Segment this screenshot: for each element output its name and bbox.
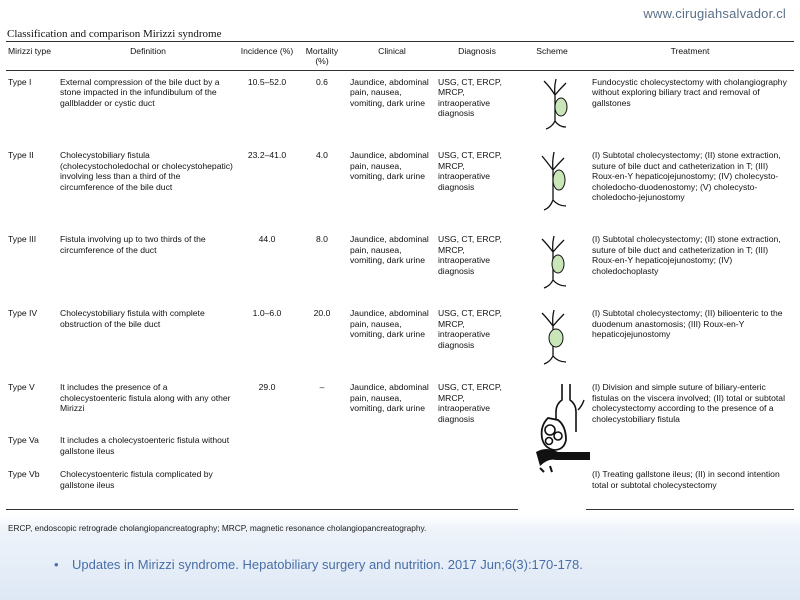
- header-definition: Definition: [58, 42, 238, 71]
- cell-type: Type Va: [8, 435, 39, 446]
- header-scheme: Scheme: [518, 42, 586, 71]
- cell-diagnosis: USG, CT, ERCP, MRCP, intraoperative diagnosis: [438, 308, 502, 350]
- gallbladder-type-ii-icon: [534, 150, 574, 216]
- table-row: [6, 429, 794, 463]
- table-row: [6, 70, 794, 144]
- site-url[interactable]: www.cirugiahsalvador.cl: [643, 6, 786, 21]
- cell-mortality: –: [319, 382, 325, 393]
- cell-definition: Cholecystoenteric fistula complicated by gallstone ileus: [58, 463, 238, 509]
- table-row: [6, 376, 794, 429]
- classification-table: [6, 41, 794, 510]
- header-clinical: Clinical: [348, 42, 436, 71]
- cell-definition: Cholecystobiliary fistula (cholecystocholedochal or cholecystohepatic) involving less than a third of the circumference of the bile duct: [60, 150, 233, 192]
- cell-incidence: 29.0: [258, 382, 276, 393]
- table-row: [6, 144, 794, 228]
- cell-diagnosis: USG, CT, ERCP, MRCP, intraoperative diagnosis: [438, 234, 502, 276]
- cholecystoenteric-fistula-icon: [534, 382, 594, 474]
- cell-scheme: [518, 144, 586, 228]
- cell-treatment: (I) Treating gallstone ileus; (II) in second intention total or subtotal cholecystectomy: [586, 463, 794, 509]
- header-treatment: Treatment: [586, 42, 794, 71]
- cell-mortality: 0.6: [316, 76, 328, 87]
- cell-definition: It includes the presence of a cholecystoenteric fistula along with any other Mirizzi: [60, 382, 231, 414]
- cell-clinical: Jaundice, abdominal pain, nausea, vomiting, dark urine: [350, 234, 429, 266]
- header-incidence: Incidence (%): [238, 42, 296, 71]
- cell-mortality: 4.0: [316, 150, 328, 161]
- cell-diagnosis: USG, CT, ERCP, MRCP, intraoperative diagnosis: [438, 382, 502, 424]
- cell-incidence: 44.0: [258, 234, 276, 245]
- gallbladder-type-i-icon: [534, 77, 574, 135]
- table-footnote: ERCP, endoscopic retrograde cholangiopancreatography; MRCP, magnetic resonance cholangiopancreatography.: [8, 523, 427, 533]
- cell-definition: Fistula involving up to two thirds of the circumference of the duct: [60, 234, 206, 255]
- gallbladder-type-iv-icon: [534, 308, 574, 370]
- cell-clinical: Jaundice, abdominal pain, nausea, vomiting, dark urine: [350, 308, 429, 340]
- cell-diagnosis: USG, CT, ERCP, MRCP, intraoperative diagnosis: [438, 150, 502, 192]
- cell-incidence: 23.2–41.0: [247, 150, 287, 161]
- cell-scheme: [518, 70, 586, 144]
- cell-treatment: (I) Subtotal cholecystectomy; (II) stone extraction, suture of bile duct and catheterization in T; (III) Roux-en-Y hepaticojejunostomy; (IV) choledochoplasty: [592, 234, 781, 276]
- gallbladder-type-iii-icon: [534, 234, 574, 294]
- header-mortality: Mortality (%): [296, 42, 348, 71]
- header-diagnosis: Diagnosis: [436, 42, 518, 71]
- header-row: [6, 42, 794, 71]
- cell-treatment: Fundocystic cholecystectomy with cholangiography without exploring biliary tract and removal of gallstones: [592, 76, 787, 108]
- cell-clinical: Jaundice, abdominal pain, nausea, vomiting, dark urine: [350, 150, 429, 182]
- cell-clinical: Jaundice, abdominal pain, nausea, vomiting, dark urine: [350, 382, 429, 414]
- cell-treatment: (I) Subtotal cholecystectomy; (II) bilioenteric to the duodenum anastomosis; (III) Roux-en-Y hepaticojejunostomy: [592, 308, 783, 340]
- table-row: [6, 228, 794, 302]
- citation-text: Updates in Mirizzi syndrome. Hepatobiliary surgery and nutrition. 2017 Jun;6(3):170-178.: [72, 557, 583, 572]
- header-type: Mirizzi type: [6, 42, 58, 71]
- cell-type: Type II: [8, 150, 34, 161]
- cell-definition: It includes a cholecystoenteric fistula without gallstone ileus: [60, 435, 230, 456]
- cell-type: Type V: [8, 382, 35, 393]
- cell-definition: External compression of the bile duct by a stone impacted in the infundibulum of the gallbladder or cystic duct: [60, 76, 220, 108]
- cell-incidence: 10.5–52.0: [247, 76, 287, 87]
- cell-mortality: 8.0: [316, 234, 328, 245]
- table-row: [6, 463, 794, 509]
- cell-scheme: [518, 228, 586, 302]
- cell-diagnosis: USG, CT, ERCP, MRCP, intraoperative diagnosis: [438, 76, 502, 119]
- table-title: Classification and comparison Mirizzi syndrome: [7, 28, 222, 40]
- cell-scheme: [518, 376, 586, 509]
- cell-scheme: [518, 302, 586, 376]
- table-row: [6, 302, 794, 376]
- cell-mortality: 20.0: [313, 308, 331, 319]
- cell-incidence: 1.0–6.0: [252, 308, 282, 319]
- cell-treatment: (I) Subtotal cholecystectomy; (II) stone extraction, suture of bile duct and catheterization in T; (III) Roux-en-Y hepaticojejunostomy; (IV) cholecysto-choledocho-duodenostomy; (V) cholecysto-choledocho-jejunostomy: [592, 150, 781, 202]
- cell-treatment: (I) Division and simple suture of biliary-enteric fistulas on the viscera involved; (II) total or subtotal cholecystectomy according to the presence of a cholecystobiliary fistula: [592, 382, 785, 424]
- cell-definition: Cholecystobiliary fistula with complete obstruction of the bile duct: [60, 308, 205, 329]
- cell-type: Type IV: [8, 308, 38, 319]
- cell-type: Type Vb: [6, 463, 58, 509]
- citation: [54, 557, 583, 572]
- cell-clinical: Jaundice, abdominal pain, nausea, vomiting, dark urine: [350, 76, 429, 108]
- bullet-icon: •: [54, 557, 59, 572]
- cell-type: Type III: [8, 234, 37, 245]
- cell-type: Type I: [8, 76, 32, 87]
